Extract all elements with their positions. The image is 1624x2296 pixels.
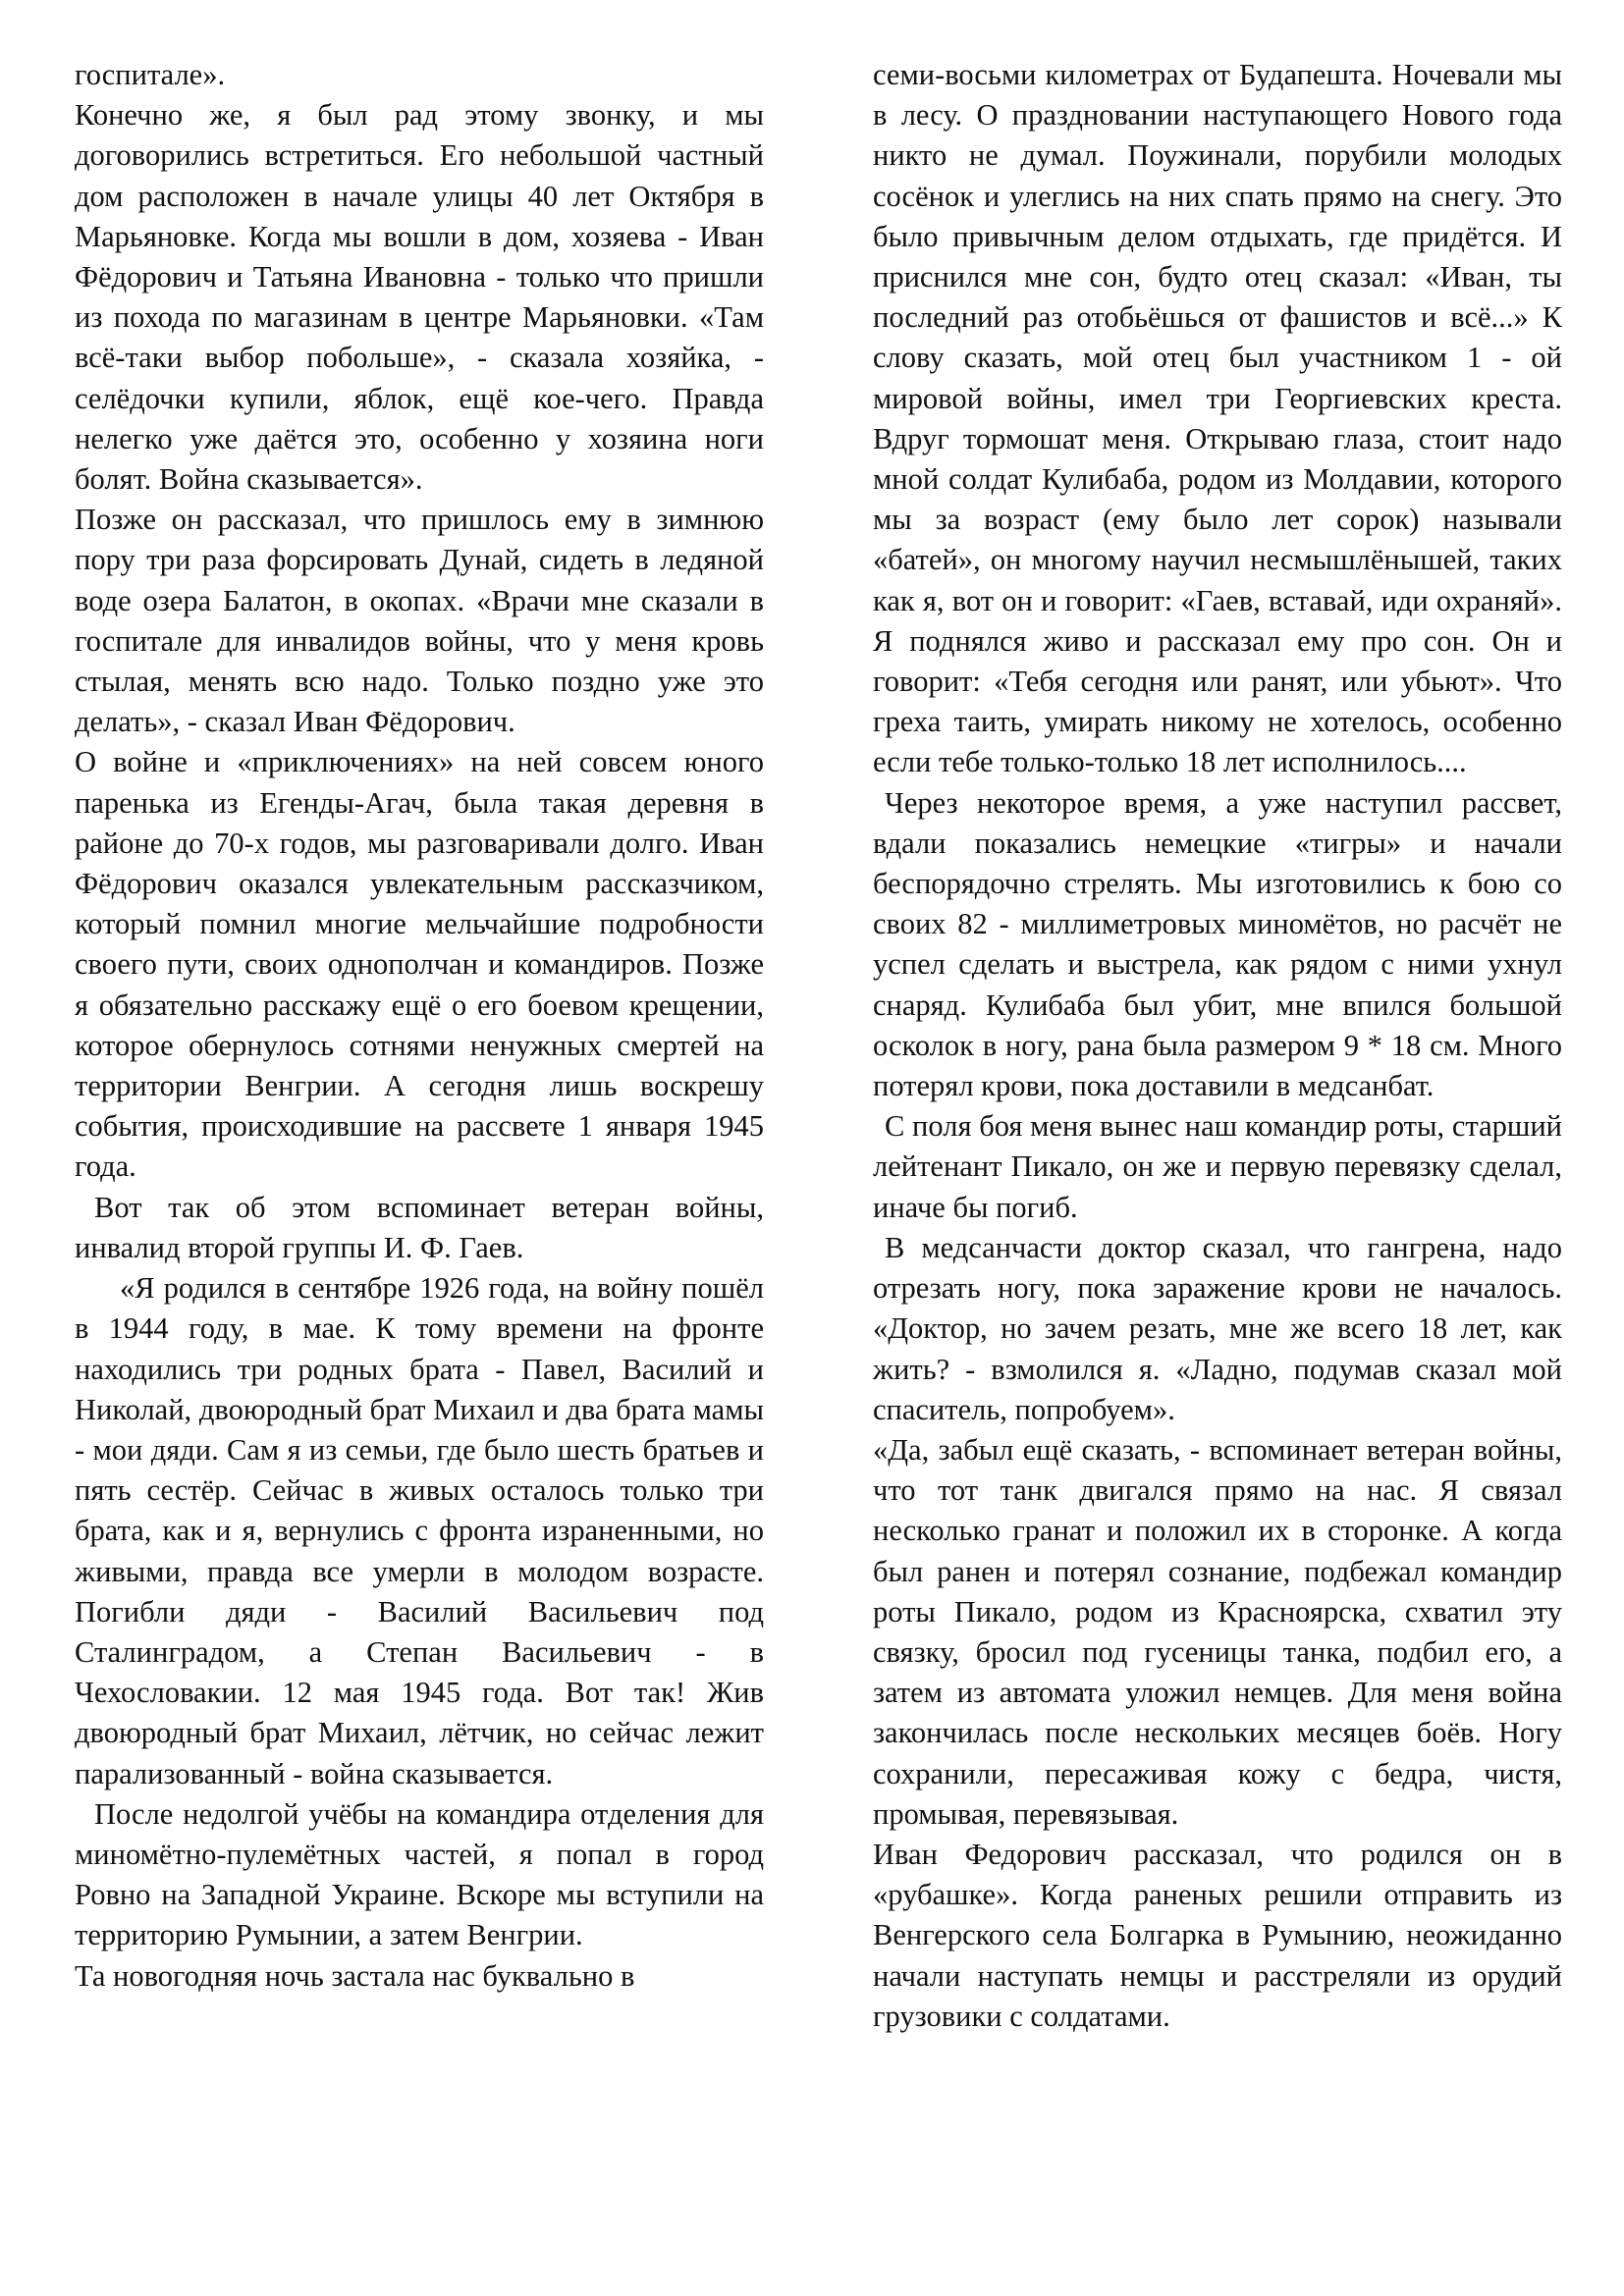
paragraph: Иван Федорович рассказал, что родился он в «рубашке». Когда раненых решили отправить из Венгерского села Болгарка в Румынию, неожиданно начали наступать немцы и расстреляли из орудий грузовики с солдатами. [873, 1837, 1562, 2033]
paragraph: Та новогодняя ночь застала нас буквально в [75, 1958, 635, 1993]
paragraph: В медсанчасти доктор сказал, что гангрена, надо отрезать ногу, пока заражение крови не началось. «Доктор, но зачем резать, мне же всего 18 лет, как жить? - взмолился я. «Ладно, подумав сказал мой спаситель, попробуем». [873, 1230, 1562, 1426]
paragraph: «Да, забыл ещё сказать, - вспоминает ветеран войны, что тот танк двигался прямо на нас. Я связал несколько гранат и положил их в сторонке. А когда был ранен и потерял сознание, подбежал командир роты Пикало, родом из Красноярска, схватил эту связку, бросил под гусеницы танка, подбил его, а затем из автомата уложил немцев. Для меня война закончилась после нескольких месяцев боёв. Ногу сохранили, пересаживая кожу с бедра, чистя, промывая, перевязывая. [873, 1432, 1562, 1831]
paragraph: Конечно же, я был рад этому звонку, и мы договорились встретиться. Его небольшой частный дом расположен в начале улицы 40 лет Октября в Марьяновке. Когда мы вошли в дом, хозяева - Иван Фёдорович и Татьяна Ивановна - только что пришли из похода по магазинам в центре Марьяновки. «Там всё-таки выбор побольше», - сказала хозяйка, - селёдочки купили, яблок, ещё кое-чего. Правда нелегко уже даётся это, особенно у хозяина ноги болят. Война сказывается». [75, 98, 764, 497]
paragraph: семи-восьми километрах от Будапешта. Ночевали мы в лесу. О праздновании наступающего Нового года никто не думал. Поужинали, порубили молодых сосёнок и улеглись на них спать прямо на снегу. Это было привычным делом отдыхать, где придётся. И приснился мне сон, будто отец сказал: «Иван, ты последний раз отобьёшься от фашистов и всё...» К слову сказать, мой отец был участником 1 - ой мировой войны, имел три Георгиевских креста. Вдруг тормошат меня. Открываю глаза, стоит надо мной солдат Кулибаба, родом из Молдавии, которого мы за возраст (ему было лет сорок) называли «батей», он многому научил несмышлёнышей, таких как я, вот он и говорит: «Гаев, вставай, иди охраняй». Я поднялся живо и рассказал ему про сон. Он и говорит: «Тебя сегодня или ранят, или убьют». Что греха таить, умирать никому не хотелось, особенно если тебе только-только 18 лет исполнилось.... [873, 58, 1562, 779]
paragraph: госпитале». [75, 58, 226, 91]
paragraph: О войне и «приключениях» на ней совсем юного паренька из Егенды-Агач, была такая деревня в районе до 70-х годов, мы разговаривали долго. Иван Фёдорович оказался увлекательным рассказчиком, который помнил многие мельчайшие подробности своего пути, своих однополчан и командиров. Позже я обязательно расскажу ещё о его боевом крещении, которое обернулось сотнями ненужных смертей на территории Венгрии. А сегодня лишь воскрешу события, происходившие на рассвете 1 января 1945 года. [75, 745, 764, 1184]
paragraph: «Я родился в сентябре 1926 года, на войну пошёл в 1944 году, в мае. К тому времени на фронте находились три родных брата - Павел, Василий и Николай, двоюродный брат Михаил и два брата мамы - мои дяди. Сам я из семьи, где было шесть братьев и пять сестёр. Сейчас в живых осталось только три брата, как и я, вернулись с фронта израненными, но живыми, правда все умерли в молодом возрасте. Погибли дяди - Василий Васильевич под Сталинградом, а Степан Васильевич - в Чехословакии. 12 мая 1945 года. Вот так! Жив двоюродный брат Михаил, лётчик, но сейчас лежит парализованный - война сказывается. [75, 1271, 764, 1790]
left-text-column [75, 55, 764, 1997]
paragraph: С поля боя меня вынес наш командир роты, старший лейтенант Пикало, он же и первую перевязку сделал, иначе бы погиб. [873, 1109, 1562, 1224]
paragraph: Позже он рассказал, что пришлось ему в зимнюю пору три раза форсировать Дунай, сидеть в ледяной воде озера Балатон, в окопах. «Врачи мне сказали в госпитале для инвалидов войны, что у меня кровь стылая, менять всю надо. Только поздно уже это делать», - сказал Иван Фёдорович. [75, 503, 764, 739]
paragraph: После недолгой учёбы на командира отделения для миномётно-пулемётных частей, я попал в город Ровно на Западной Украине. Вскоре мы вступили на территорию Румынии, а затем Венгрии. [75, 1796, 764, 1952]
paragraph: Через некоторое время, а уже наступил рассвет, вдали показались немецкие «тигры» и начали беспорядочно стрелять. Мы изготовились к бою со своих 82 - миллиметровых миномётов, но расчёт не успел сделать и выстрела, как рядом с ними ухнул снаряд. Кулибаба был убит, мне впился большой осколок в ногу, рана была размером 9 * 18 см. Много потерял крови, пока доставили в медсанбат. [873, 785, 1562, 1103]
paragraph: Вот так об этом вспоминает ветеран войны, инвалид второй группы И. Ф. Гаев. [75, 1190, 764, 1264]
right-text-column [873, 55, 1562, 2037]
